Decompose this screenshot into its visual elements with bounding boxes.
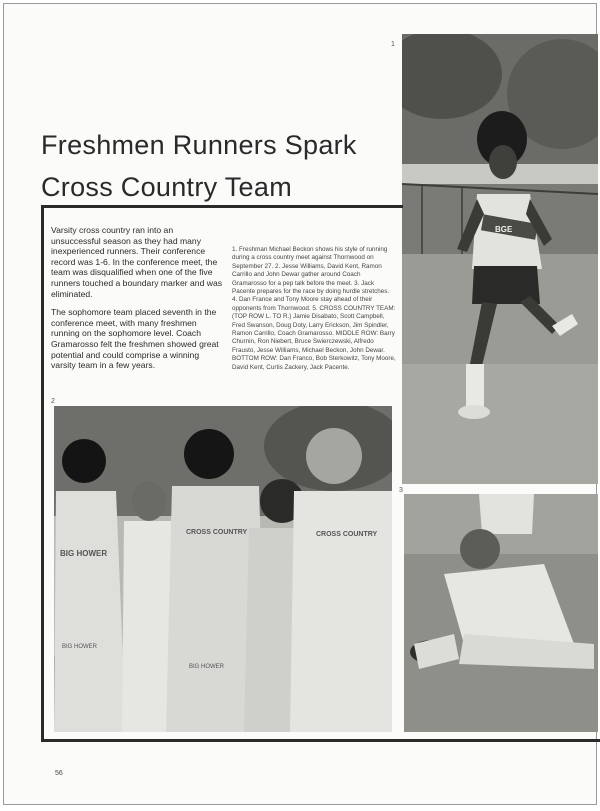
- photo-number-2: 2: [51, 398, 55, 405]
- photo-number-3: 3: [399, 487, 403, 494]
- sweatshirt-lettering-c: CROSS COUNTRY: [316, 531, 378, 538]
- sweatshirt-lettering-b: CROSS COUNTRY: [186, 529, 248, 536]
- article-paragraph-2: The sophomore team placed seventh in the conference meet, with many freshmen running on the sophomore level. Coach Gramarosso felt the freshmen showed great potential and could comprise a winning varsity team in a few years.: [51, 307, 219, 371]
- sweatshirt-lettering-a: BIG HOWER: [60, 549, 108, 558]
- photo-caption: 1. Freshman Michael Beckon shows his style of running during a cross country meet against Thornwood on September 27. 2. Jesse Williams, David Kent, Ramon Carrillo and John Dewar gather around Coach Gramarosso for a pep talk before the meet. 3. Jack Pacente prepares for the race by doing hurdle stretches. 4. Dan France and Tony Moore stay ahead of their opponents from Thornwood. 5. CROSS COUNTRY TEAM: (TOP ROW L. TO R.) Jamie Disabato, Scott Campbell, Fred Swanson, Doug Doty, Larry Erickson, Jim Spindler, Ramon Carrillo, Coach Gramarosso. MIDDLE ROW: Barry Churnin, Ron Niebert, Bruce Swierczewski, Alfredo Frausto, Jesse Williams, Michael Beckon, John Dewar. BOTTOM ROW: Dan Franco, Bob Sterkowitz, Tony Moore, David Kent, Curtis Zackery, Jack Pacente.: [232, 246, 396, 371]
- photo-hurdle-stretch: [404, 494, 598, 732]
- sweatpants-lettering-a: BIG HOWER: [189, 664, 225, 670]
- divider-left: [41, 205, 44, 741]
- runner-shirt-lettering: BGE: [495, 225, 513, 234]
- title-line-1: Freshmen Runners Spark: [41, 130, 357, 160]
- yearbook-page: [3, 3, 597, 805]
- photo-team-pep-talk: [54, 406, 392, 732]
- sweatpants-lettering-b: BIG HOWER: [62, 644, 98, 650]
- page-number: 56: [55, 770, 63, 777]
- article-paragraph-1: Varsity cross country ran into an unsuccessful season as they had many inexperienced runners. Their conference record was 1-6. In the conference meet, the team was disqualified when one of the five runners touched a boundary marker and was eliminated.: [51, 225, 223, 299]
- photo-number-1: 1: [391, 41, 395, 48]
- divider-bottom: [41, 739, 600, 742]
- title-line-2: Cross Country Team: [41, 172, 292, 202]
- photo-runner: [402, 34, 598, 484]
- article-body: [51, 225, 223, 379]
- page-title: [41, 124, 396, 208]
- divider-top: [41, 205, 403, 208]
